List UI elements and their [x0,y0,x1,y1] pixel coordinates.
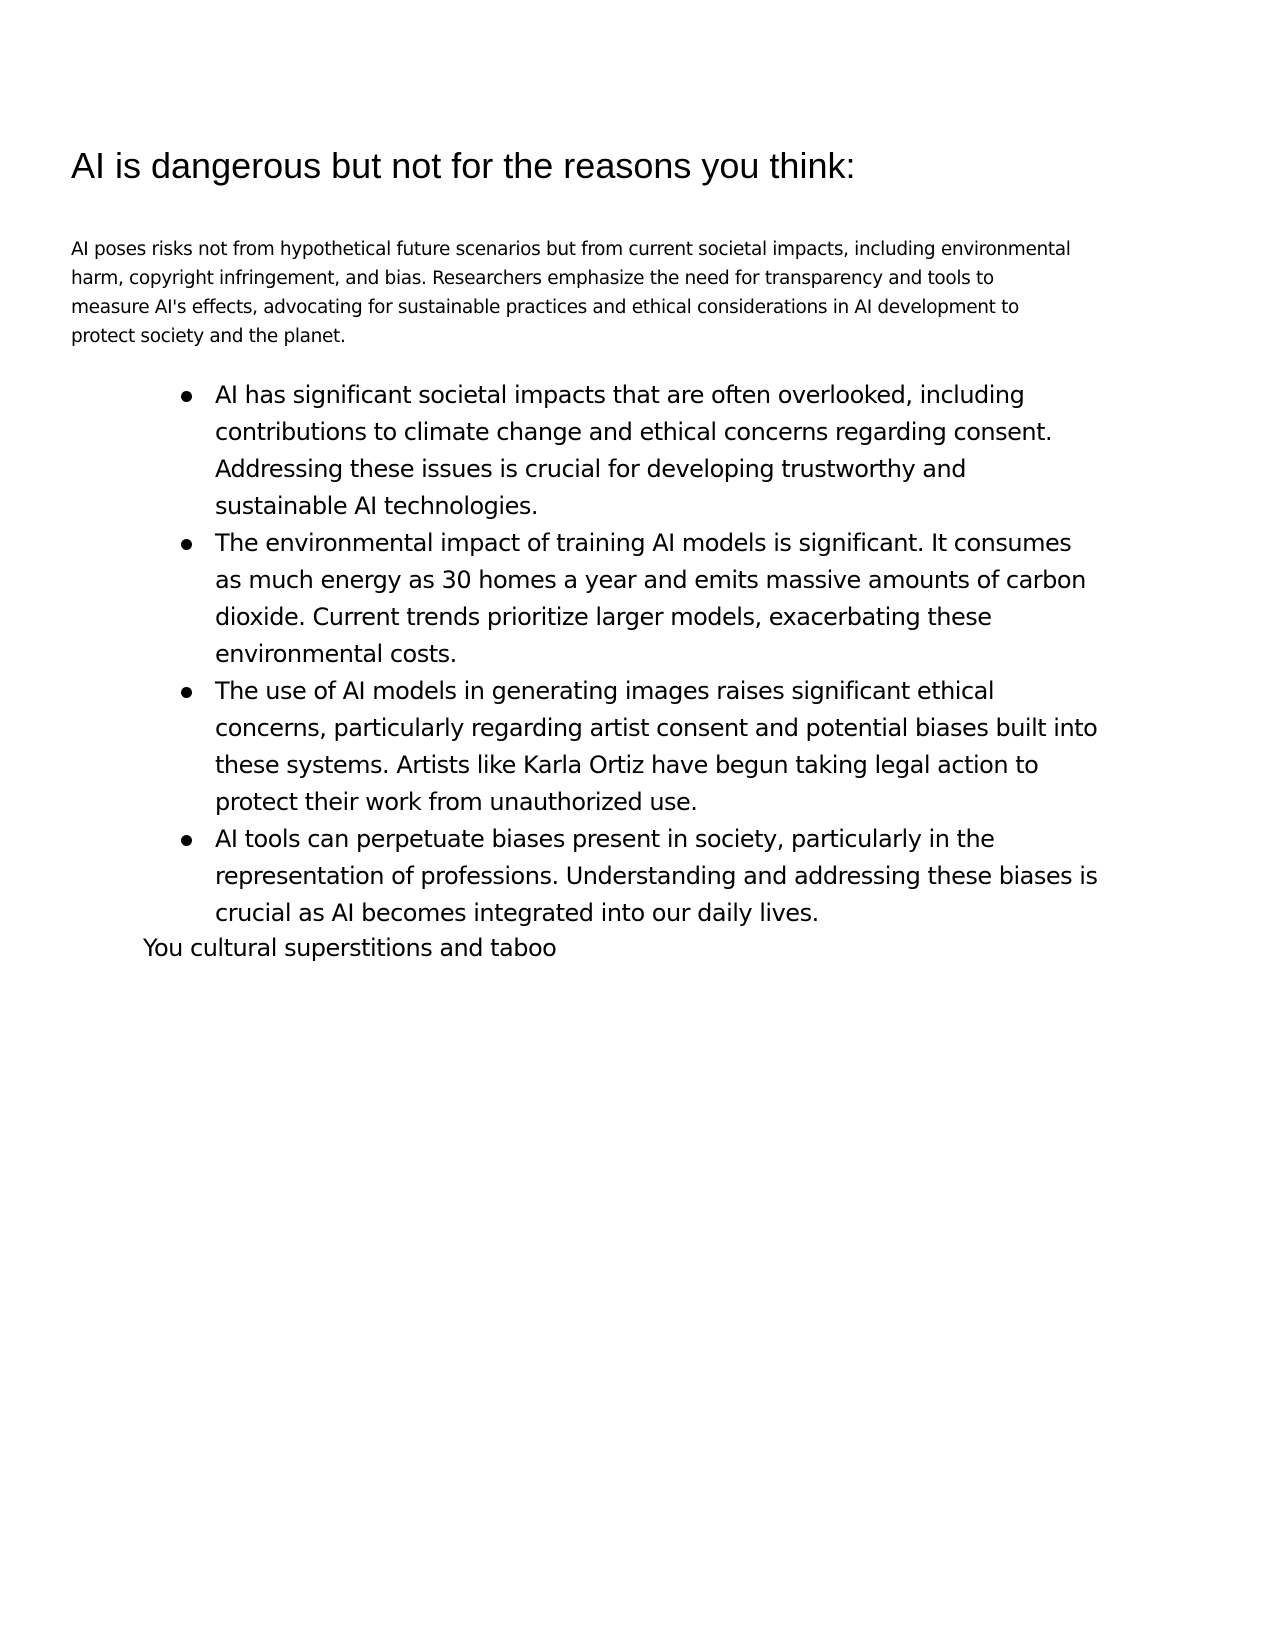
bullet-icon [181,539,192,550]
list-item [143,525,1103,673]
list-item [143,377,1103,525]
bullet-icon [181,687,192,698]
summary-paragraph: AI poses risks not from hypothetical future scenarios but from current societal impacts, including environmental harm, copyright infringement, and bias. Researchers emphasize the need for transparency and tools to measure AI's effects, advocating for sustainable practices and ethical considerations in AI development to protect society and the planet. [71,239,1071,347]
list-item-text: The environmental impact of training AI models is significant. It consumes as much energy as 30 homes a year and emits massive amounts of carbon dioxide. Current trends prioritize larger models, exacerbating these environmental costs. [215,529,1086,668]
list-item [143,673,1103,821]
list-item-text: The use of AI models in generating images raises significant ethical concerns, particularly regarding artist consent and potential biases built into these systems. Artists like Karla Ortiz have begun taking legal action to protect their work from unauthorized use. [215,677,1098,816]
list-item-text: AI has significant societal impacts that are often overlooked, including contributions to climate change and ethical concerns regarding consent. Addressing these issues is crucial for developing trustworthy and sustainable AI technologies. [215,381,1053,520]
document-title: AI is dangerous but not for the reasons you think: [71,145,856,186]
bullet-icon [181,391,192,402]
key-points-list [143,377,1103,932]
bullet-icon [181,835,192,846]
trailing-text: You cultural superstitions and taboo [143,934,557,962]
list-item-text: AI tools can perpetuate biases present in society, particularly in the representation of professions. Understanding and addressing these biases is crucial as AI becomes integrated into our daily lives. [215,825,1098,927]
list-item [143,821,1103,932]
